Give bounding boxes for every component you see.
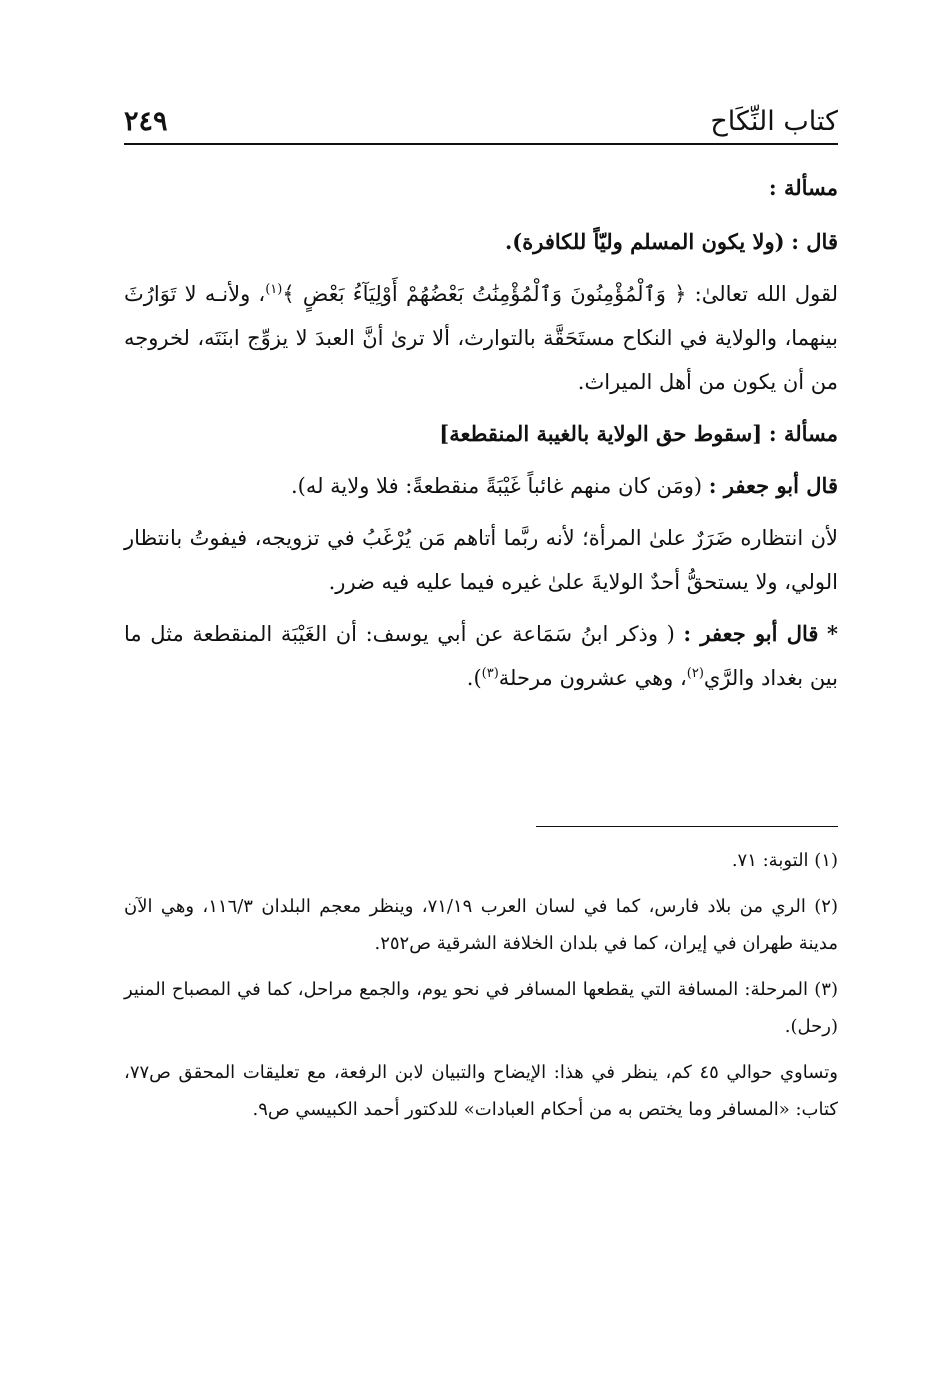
reason-paragraph: لأن انتظاره ضَرَرٌ علىٰ المرأة؛ لأنه ربَّما أتاهم مَن يُرْغَبُ في تزويجه، فيفوتُ بانتظار الولي، ولا يستحقُّ أحدٌ الولايةَ علىٰ غيره فيما عليه فيه ضرر. [124, 526, 838, 594]
issue-statement [124, 220, 838, 264]
page-number: ٢٤٩ [124, 106, 168, 137]
footnote-ref-2: (٢) [686, 666, 704, 681]
abu-jafar-label-2: قال أبو جعفر : [683, 621, 819, 646]
abu-jafar-label: قال أبو جعفر : [708, 473, 838, 498]
abu-jafar-text: (ومَن كان منهم غائباً غَيْبَةً منقطعةً: فلا ولاية له). [290, 474, 703, 498]
footnote-3-continued: وتساوي حوالي ٤٥ كم، ينظر في هذا: الإيضاح والتبيان لابن الرفعة، مع تعليقات المحقق ص٧٧، كتاب: «المسافر وما يختص به من أحكام العبادات» للدكتور أحمد الكبيسي ص٩. [124, 1062, 838, 1120]
statement-part-a: ( وذكر ابنُ سَمَاعة عن أبي يوسف: أن الغَيْبَة المنقطعة مثل ما بين بغداد والرَّي [124, 622, 838, 690]
issue-label-2: مسألة : [768, 421, 838, 446]
star-marker: * [827, 621, 838, 646]
statement-part-c: ). [466, 666, 482, 690]
issue-title: [سقوط حق الولاية بالغيبة المنقطعة] [439, 421, 763, 446]
footnote-3: (٣) المرحلة: المسافة التي يقطعها المسافر في نحو يوم، والجمع مراحل، كما في المصباح المنير (رحل). [124, 979, 838, 1037]
abu-jafar-statement [124, 464, 838, 508]
footnote-ref-3: (٣) [481, 666, 499, 681]
footnote-ref-1: (١) [265, 282, 283, 297]
abu-jafar-statement-2 [124, 612, 838, 700]
quran-verse: ﴿ وَٱلْمُؤْمِنُونَ وَٱلْمُؤْمِنَٰتُ بَعْضُهُمْ أَوْلِيَآءُ بَعْضٍ ﴾ [282, 282, 687, 306]
evidence-paragraph [124, 272, 838, 404]
running-header [124, 96, 838, 142]
footnote-rule [536, 826, 838, 827]
chapter-title: كتاب النِّكَاح [710, 106, 838, 137]
footnote-1: (١) التوبة: ٧١. [731, 850, 838, 871]
evidence-rest: ، ولأنـه لا تَوَارُثَ بينهما، والولاية في النكاح مستَحَقَّة بالتوارث، ألا ترىٰ أنَّ العبدَ لا يزوِّج ابنَتَه، لخروجه من أن يكون من أهل الميراث. [124, 282, 838, 394]
issue-label: مسألة : [768, 175, 838, 200]
issue-statement-text: (ولا يكون المسلم وليّاً للكافرة). [505, 229, 785, 254]
header-rule [124, 143, 838, 145]
main-text [124, 166, 838, 708]
footnotes [124, 842, 838, 1137]
evidence-intro: لقول الله تعالىٰ: [686, 282, 839, 306]
issue-heading-2 [124, 412, 838, 456]
issue-heading [124, 166, 838, 210]
book-page [124, 0, 838, 1382]
footnote-2: (٢) الري من بلاد فارس، كما في لسان العرب ٧١/١٩، وينظر معجم البلدان ١١٦/٣، وهي الآن مدينة طهران في إيران، كما في بلدان الخلافة الشرقية ص٢٥٢. [124, 896, 838, 954]
qala-label: قال : [791, 229, 838, 254]
statement-part-b: ، وهي عشرون مرحلة [498, 666, 687, 690]
